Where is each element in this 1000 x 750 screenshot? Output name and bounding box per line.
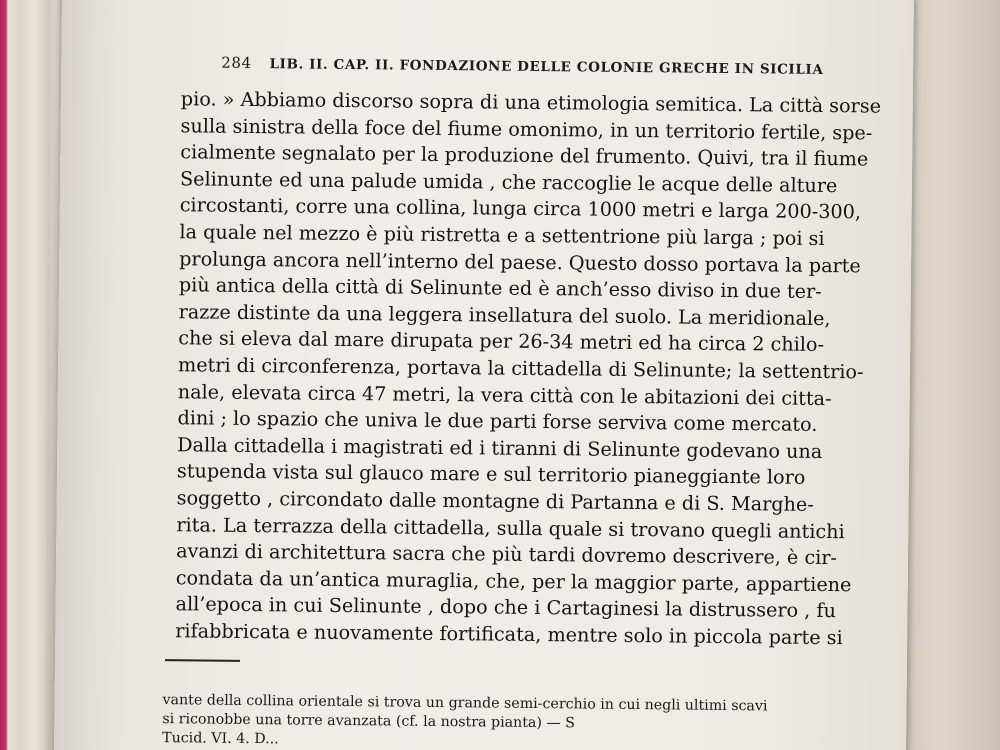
body-line: avanzi di architettura sacra che più tardi dovremo descrivere, è cir-	[176, 539, 838, 570]
body-line: circostanti, corre una collina, lunga circa 1000 metri e larga 200-300,	[179, 193, 862, 224]
body-line: nale, elevata circa 47 metri, la vera città con le abitazioni dei citta-	[177, 379, 832, 410]
footnote-line: vante della collina orientale si trova un grande semi-cerchio in cui negli ultimi scavi	[162, 692, 768, 715]
running-title: LIB. II. CAP. II. FONDAZIONE DELLE COLONIE GRECHE IN SICILIA	[269, 56, 824, 78]
body-line: all’epoca in cui Selinunte , dopo che i Cartaginesi la distrussero , fu	[175, 592, 837, 623]
body-line: più antica della città di Selinunte ed è anch’esso diviso in due ter-	[178, 273, 822, 304]
body-line: Selinunte ed una palude umida , che raccoglie le acque delle alture	[179, 167, 838, 197]
body-line: condata da un’antica muraglia, che, per la maggior parte, appartiene	[175, 565, 852, 596]
footnote-line: Tucid. VI. 4. D...	[162, 730, 279, 748]
body-line: che si eleva dal mare dirupata per 26-34 metri ed ha circa 2 chilo-	[178, 326, 825, 357]
body-line: razze distinte da una leggera insellatura del suolo. La meridionale,	[178, 299, 831, 330]
book-page	[54, 0, 914, 750]
footnotes	[162, 691, 863, 750]
body-text	[175, 86, 882, 652]
body-line: prolunga ancora nell’interno del paese. Questo dosso portava la parte	[179, 246, 861, 277]
body-line: metri di circonferenza, portava la cittadella di Selinunte; la settentrio-	[177, 353, 864, 384]
footnote-rule	[165, 659, 240, 661]
body-line: pio. » Abbiamo discorso sopra di una etimologia semitica. La città sorse	[180, 87, 882, 118]
page-number: 284	[221, 53, 252, 72]
running-head	[221, 54, 871, 79]
body-line: stupenda vista sul glauco mare e sul territorio pianeggiante loro	[176, 459, 806, 490]
body-line: rifabbricata e nuovamente fortificata, mentre solo in piccola parte si	[175, 619, 843, 650]
body-line: Dalla cittadella i magistrati ed i tiranni di Selinunte godevano una	[177, 432, 823, 463]
footnote-line: si riconobbe una torre avanzata (cf. la nostra pianta) — S	[162, 711, 575, 732]
body-line: soggetto , circondato dalle montagne di Partanna e di S. Marghe-	[176, 486, 814, 516]
body-line: rita. La terrazza della cittadella, sulla quale si trovano quegli antichi	[176, 512, 845, 543]
body-line: dini ; lo spazio che univa le due parti forse serviva come mercato.	[177, 406, 818, 437]
body-line: sulla sinistra della foce del fiume omonimo, in un territorio fertile, spe-	[180, 113, 873, 145]
right-page-edge	[900, 0, 1000, 750]
body-line: cialmente segnalato per la produzione del frumento. Quivi, tra il fiume	[180, 140, 869, 171]
body-line: la quale nel mezzo è più ristretta e a settentrione più larga ; poi si	[179, 220, 825, 250]
